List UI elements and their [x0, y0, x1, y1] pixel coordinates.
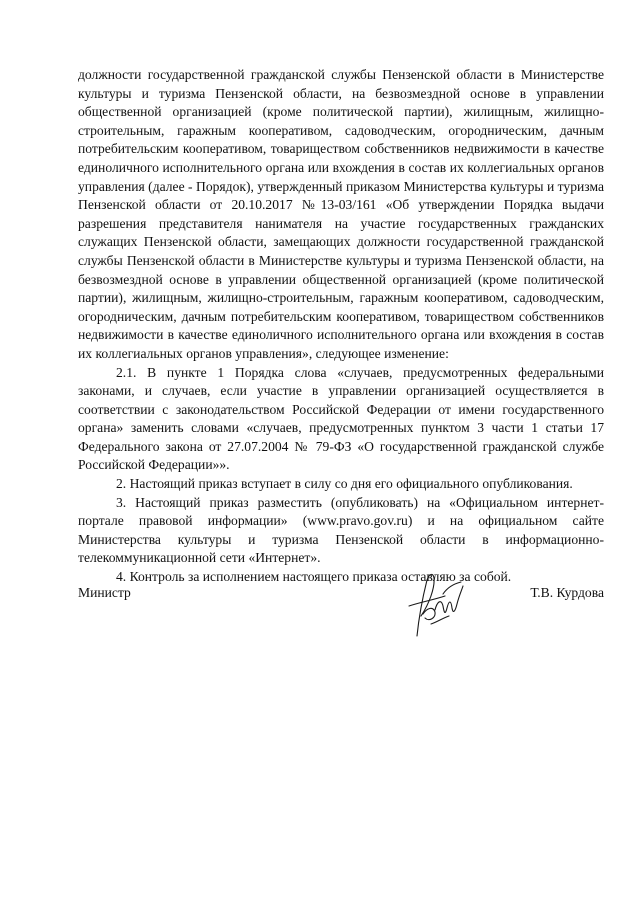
- signature-block: [78, 580, 604, 670]
- paragraph-item-2: 2. Настоящий приказ вступает в силу со дня его официального опубликования.: [116, 476, 573, 492]
- signatory-title: Министр: [78, 585, 131, 600]
- handwritten-signature: [403, 566, 473, 642]
- signatory-name: Т.В. Курдова: [530, 585, 604, 600]
- document-body: [78, 66, 604, 587]
- paragraph-continuation: должности государственной гражданской службы Пензенской области в Министерстве культуры и туризма Пензенской области, на безвозмездной основе в управлении общественной организацией (кроме политической партии), жилищным, жилищно-строительным, гаражным кооперативом, садоводческим, огородническим, дачным потребительским кооперативом, товариществом собственников недвижимости в качестве единоличного исполнительного органа или вхождения в состав их коллегиальных органов управления (далее - Порядок), утвержденный приказом Министерства культуры и туризма Пензенской области от 20.10.2017 №13-03/161 «Об утверждении Порядка выдачи разрешения представителя нанимателя на участие государственных гражданских служащих Пензенской области, замещающих должности государственной гражданской службы Пензенской области в Министерстве культуры и туризма Пензенской области, на безвозмездной основе в управлении общественной организацией (кроме политической партии), жилищным, жилищно-строительным, гаражным кооперативом, садоводческим, огородническим, дачным потребительским кооперативом, товариществом собственников недвижимости в качестве единоличного исполнительного органа или вхождения в состав их коллегиальных органов управления», следующее изменение:: [78, 67, 604, 361]
- paragraph-item-3: 3. Настоящий приказ разместить (опубликовать) на «Официальном интернет-портале правовой информации» (www.pravo.gov.ru) и на официальном сайте Министерства культуры и туризма Пензенской области в информационно-телекоммуникационной сети «Интернет».: [78, 494, 604, 566]
- paragraph-item-2-1: 2.1. В пункте 1 Порядка слова «случаев, предусмотренных федеральными законами, и случаев, если участие в управлении организацией осуществляется в соответствии с законодательством Российской Федерации от имени государственного органа» заменить словами «случаев, предусмотренных пунктом 3 части 1 статьи 17 Федерального закона от 27.07.2004 № 79-ФЗ «О государственной гражданской службе Российской Федерации»».: [78, 364, 604, 473]
- paragraph-item-4: 4. Контроль за исполнением настоящего приказа оставляю за собой.: [116, 569, 512, 585]
